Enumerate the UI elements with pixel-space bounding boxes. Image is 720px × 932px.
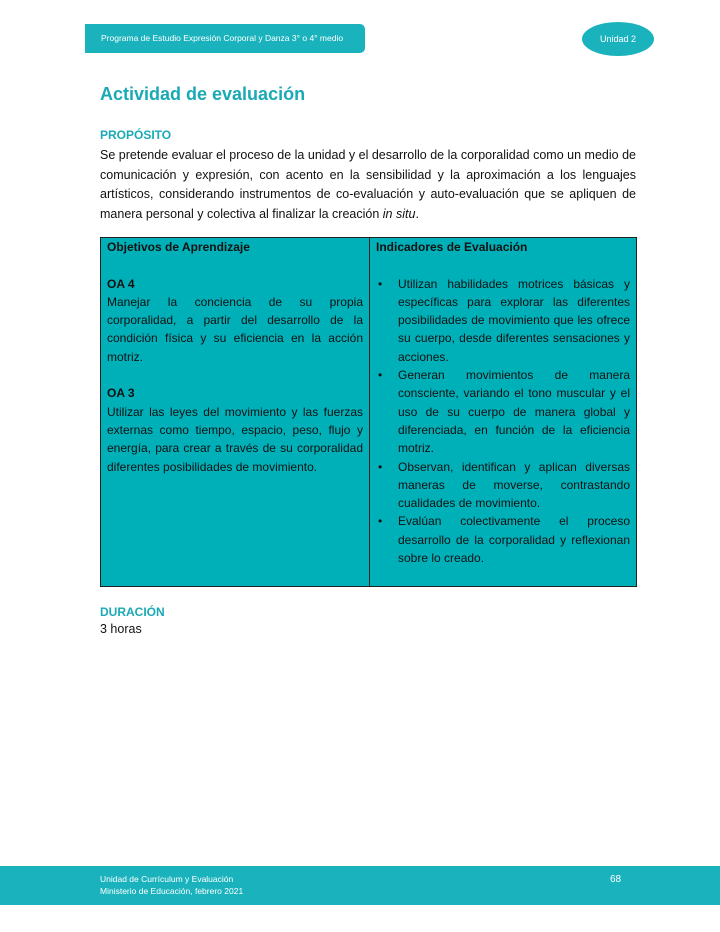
- objectives-cell: [101, 238, 370, 587]
- duration-value: 3 horas: [100, 622, 142, 636]
- indicator-item: • Observan, identifican y aplican diversas maneras de moverse, contrastando cualidades de movimiento.: [398, 458, 630, 513]
- purpose-label: PROPÓSITO: [100, 128, 172, 142]
- oa-text: Utilizar las leyes del movimiento y las fuerzas externas como tiempo, espacio, peso, flujo y energía, para crear a través de su corporalidad diferentes posibilidades de movimiento.: [107, 404, 363, 474]
- purpose-italic: in situ: [382, 206, 416, 221]
- footer-line1: Unidad de Currículum y Evaluación: [100, 874, 234, 884]
- evaluation-table: [100, 237, 637, 587]
- purpose-end: .: [415, 206, 419, 221]
- indicator-list: [376, 275, 630, 568]
- purpose-body: Se pretende evaluar el proceso de la unidad y el desarrollo de la corporalidad como un medio de comunicación y expresión, con acento en la sensibilidad y la aproximación a los lenguajes artísticos, considerando instrumentos de co-evaluación y auto-evaluación que se apliquen de manera personal y colectiva al finalizar la creación: [100, 148, 636, 221]
- footer-bar: [0, 866, 720, 905]
- oa-code: OA 3: [107, 386, 135, 401]
- page-number: 68: [610, 874, 622, 885]
- col1-header: Objetivos de Aprendizaje: [107, 240, 250, 254]
- col2-header: Indicadores de Evaluación: [376, 240, 528, 254]
- indicators-cell: [370, 238, 637, 587]
- unit-badge: Unidad 2: [582, 22, 654, 56]
- oa-text: Manejar la conciencia de su propia corporalidad, a partir del desarrollo de la condición física y su eficiencia en la acción motriz.: [107, 294, 363, 364]
- footer-line2: Ministerio de Educación, febrero 2021: [100, 886, 244, 896]
- duration-label: DURACIÓN: [100, 605, 165, 619]
- indicator-item: • Utilizan habilidades motrices básicas y específicas para explorar las diferentes posibilidades de movimiento que les ofrece su cuerpo, desde diferentes sensaciones y acciones.: [398, 275, 630, 366]
- indicator-item: • Generan movimientos de manera consciente, variando el tono muscular y el uso de su cuerpo de manera global y diferenciada, en función de la eficiencia motriz.: [398, 366, 630, 457]
- oa-code: OA 4: [107, 276, 135, 291]
- page-title: Actividad de evaluación: [100, 84, 306, 104]
- indicator-item: • Evalúan colectivamente el proceso desarrollo de la corporalidad y reflexionan sobre lo creado.: [398, 512, 630, 567]
- header-program-bar: Programa de Estudio Expresión Corporal y Danza 3° o 4° medio: [85, 24, 365, 53]
- purpose-text: [100, 146, 636, 224]
